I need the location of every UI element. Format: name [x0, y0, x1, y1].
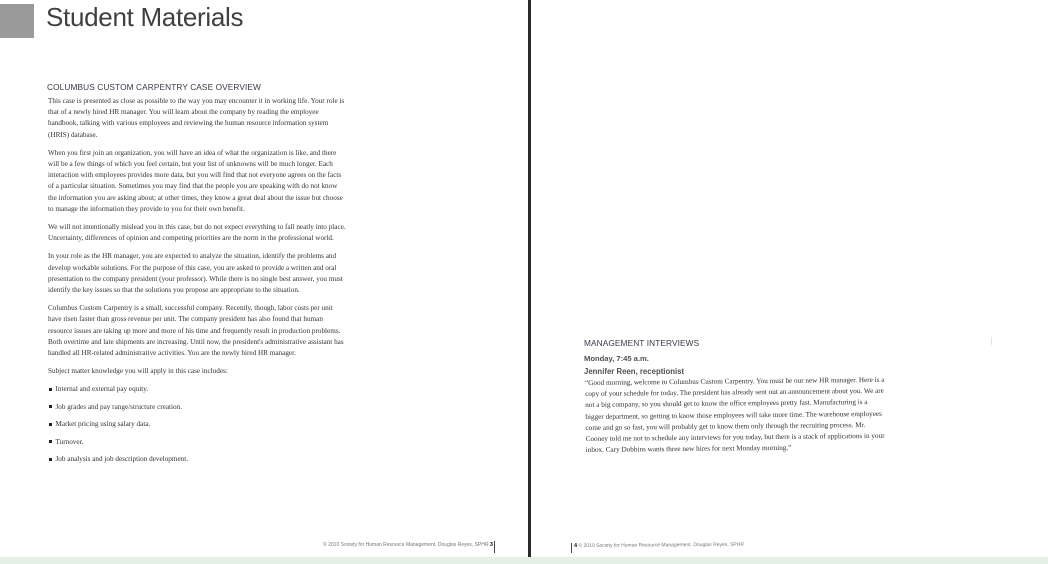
- copyright-text: © 2010 Society for Human Resource Management. Douglas Reyes, SPHR: [323, 542, 489, 548]
- page-number: 3: [489, 542, 493, 548]
- right-page-footer: [574, 542, 744, 549]
- list-item: [48, 419, 346, 430]
- case-overview-body: [48, 96, 346, 472]
- overview-paragraph-4: In your role as the HR manager, you are expected to analyze the situation, identify the problems and develop workable solutions. For the purpose of this case, you are asked to provide a written and oral presentation to the company president (your professor). While there is no single best answer, you must identify the key issues so that the solutions you propose are appropriate to the situation.: [48, 252, 343, 295]
- footer-divider: [571, 543, 572, 553]
- list-item-text: Job grades and pay range/structure creation.: [55, 402, 183, 411]
- list-item-text: Internal and external pay equity.: [55, 385, 149, 394]
- list-item-text: Turnover.: [55, 437, 84, 446]
- subject-knowledge-intro: Subject matter knowledge you will apply in this case includes:: [48, 367, 228, 376]
- case-overview-heading: COLUMBUS CUSTOM CARPENTRY CASE OVERVIEW: [47, 82, 261, 92]
- overview-paragraph-2: When you first join an organization, you will have an idea of what the organization is like, and there will be a few things of which you feel certain, but your list of unknowns will be much longer. Each interaction with employees provides more data, but you will find that not everyone agrees on the facts of a particular situation. Sometimes you may find that the people you are speaking with do not know the information you are asking about; at other times, they know a great deal about the issue but choose to manage the information they provide to you for their own benefit.: [48, 148, 343, 213]
- bullet-icon: [49, 440, 52, 443]
- interview-time: Monday, 7:45 a.m.: [584, 354, 649, 363]
- subject-knowledge-list: [48, 384, 346, 465]
- left-page-footer: [323, 542, 493, 548]
- interview-quote: “Good morning, welcome to Columbus Custom Carpentry. You must be our new HR manager. Here is a copy of your schedule for today. The president has already sent out an announcement about you. We are not a big company, so you should get to know the office employees pretty fast. Manufacturing is a bigger department, so getting to know those employees will take more time. The warehouse employees come and go so fast, you will probably get to know them only through the recruiting process. Mr. Cooney told me not to schedule any interviews for you today, but there is a stack of applications in your inbox. Cary Dobbins wants three new hires for next Monday morning.”: [585, 375, 885, 455]
- bullet-icon: [49, 388, 52, 391]
- right-page: [531, 0, 1048, 564]
- bullet-icon: [49, 423, 52, 426]
- copyright-text: © 2010 Society for Human Resource Management. Douglas Reyes, SPHR: [578, 541, 744, 549]
- page-header-title: Student Materials: [46, 2, 244, 32]
- list-item: [48, 437, 346, 448]
- bullet-icon: [49, 405, 52, 408]
- list-item: [48, 402, 346, 413]
- bottom-background-strip: [0, 557, 1048, 564]
- chapter-tab-block: [0, 4, 34, 38]
- margin-mark: [991, 337, 992, 345]
- bullet-icon: [49, 458, 52, 461]
- list-item: [48, 454, 346, 465]
- overview-paragraph-1: This case is presented as close as possible to the way you may encounter it in working life. Your role is that of a newly hired HR manager. You will learn about the company by reading the employee handbook, talking with various employees and reviewing the human resource information system (HRIS) database.: [48, 97, 345, 139]
- list-item-text: Market pricing using salary data.: [55, 420, 151, 429]
- management-interviews-heading: MANAGEMENT INTERVIEWS: [584, 338, 700, 348]
- footer-divider: [494, 541, 495, 553]
- list-item: [48, 384, 346, 395]
- page-number: 4: [574, 542, 578, 549]
- interviewee-name: Jennifer Reen, receptionist: [584, 367, 685, 376]
- overview-paragraph-3: We will not intentionally mislead you in this case, but do not expect everything to fall neatly into place. Uncertainty, differences of opinion and competing priorities are the norm in the professional world.: [48, 223, 346, 243]
- list-item-text: Job analysis and job description development.: [55, 455, 189, 464]
- overview-paragraph-5: Columbus Custom Carpentry is a small, successful company. Recently, though, labor costs per unit have risen faster than gross revenue per unit. The company president has also found that human resource issues are taking up more and more of his time and frequently result in production problems. Both overtime and late shipments are increasing. Until now, the president's administrative assistant has handled all HR-related administrative activities. You are the newly hired HR manager.: [48, 304, 344, 358]
